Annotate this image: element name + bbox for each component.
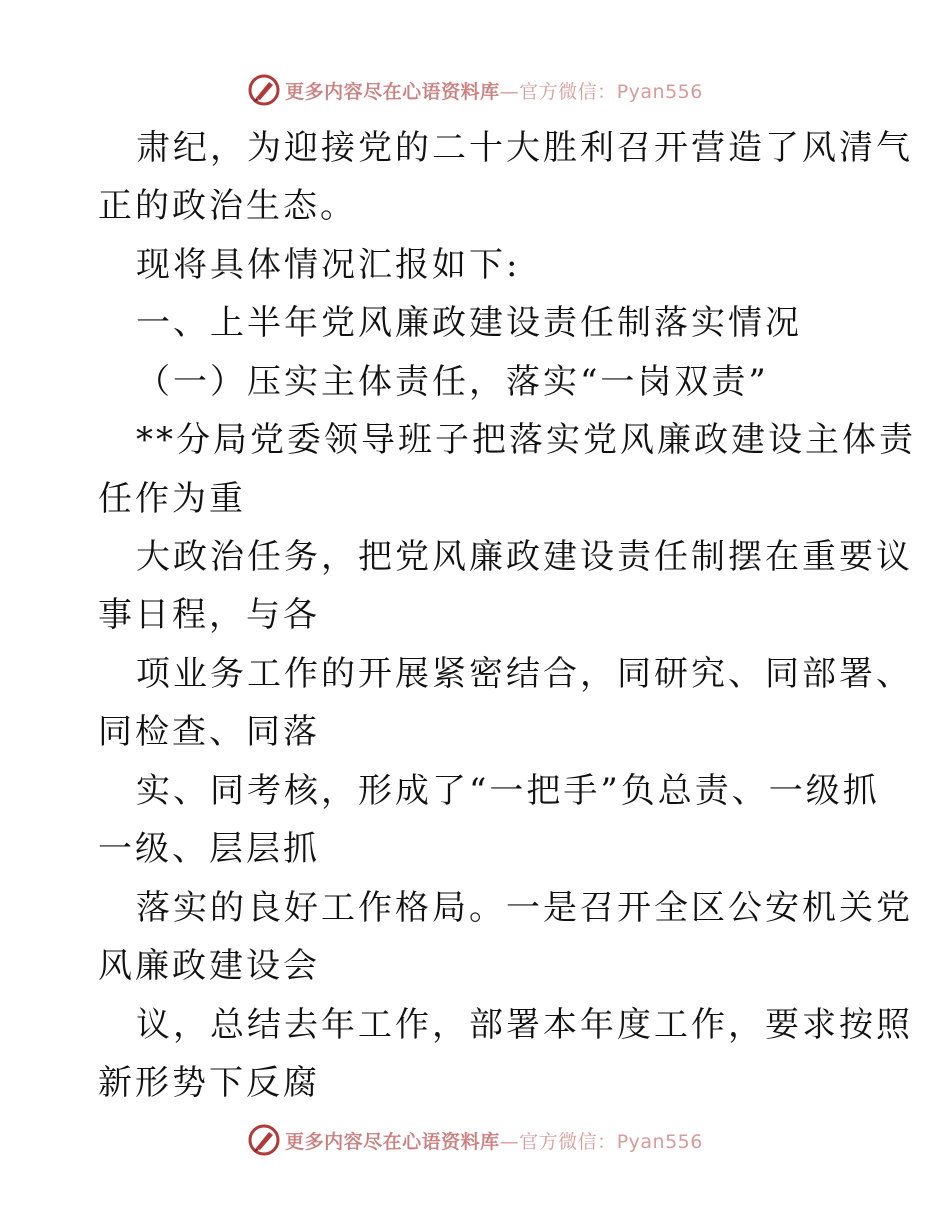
section-heading: 一、上半年党风廉政建设责任制落实情况 <box>136 303 802 343</box>
footer-watermark <box>0 1120 950 1160</box>
body-line: 项业务工作的开展紧密结合，同研究、同部署、 <box>136 654 913 694</box>
body-line: 正的政治生态。 <box>98 186 357 226</box>
body-line: 肃纪，为迎接党的二十大胜利召开营造了风清气 <box>136 128 913 168</box>
body-line: **分局党委领导班子把落实党风廉政建设主体责 <box>136 420 916 460</box>
quill-logo-icon <box>247 73 281 107</box>
header-watermark <box>0 70 950 110</box>
body-line: 事日程，与各 <box>98 595 320 635</box>
watermark-separator: — <box>499 1130 520 1153</box>
body-line: 议，总结去年工作，部署本年度工作，要求按照 <box>136 1005 913 1045</box>
body-line: 风廉政建设会 <box>98 946 320 986</box>
body-line: 大政治任务，把党风廉政建设责任制摆在重要议 <box>136 537 913 577</box>
watermark-official: 官方微信： <box>519 1130 617 1153</box>
quill-logo-icon <box>247 1123 281 1157</box>
watermark-brand: 更多内容尽在心语资料库 <box>285 1130 500 1153</box>
watermark-wechat-id: Pyan556 <box>616 80 703 103</box>
body-line: 实、同考核，形成了“一把手”负总责、一级抓 <box>136 771 880 811</box>
watermark-official: 官方微信： <box>519 80 617 103</box>
watermark-wechat-id: Pyan556 <box>616 1130 703 1153</box>
body-line: 新形势下反腐 <box>98 1063 320 1103</box>
subsection-heading: （一）压实主体责任，落实“一岗双责” <box>136 362 769 402</box>
body-line: 一级、层层抓 <box>98 829 320 869</box>
body-line: 任作为重 <box>98 479 246 519</box>
body-line: 同检查、同落 <box>98 712 320 752</box>
body-line: 落实的良好工作格局。一是召开全区公安机关党 <box>136 888 913 928</box>
watermark-brand: 更多内容尽在心语资料库 <box>285 80 500 103</box>
watermark-separator: — <box>499 80 520 103</box>
body-line: 现将具体情况汇报如下: <box>136 245 521 285</box>
